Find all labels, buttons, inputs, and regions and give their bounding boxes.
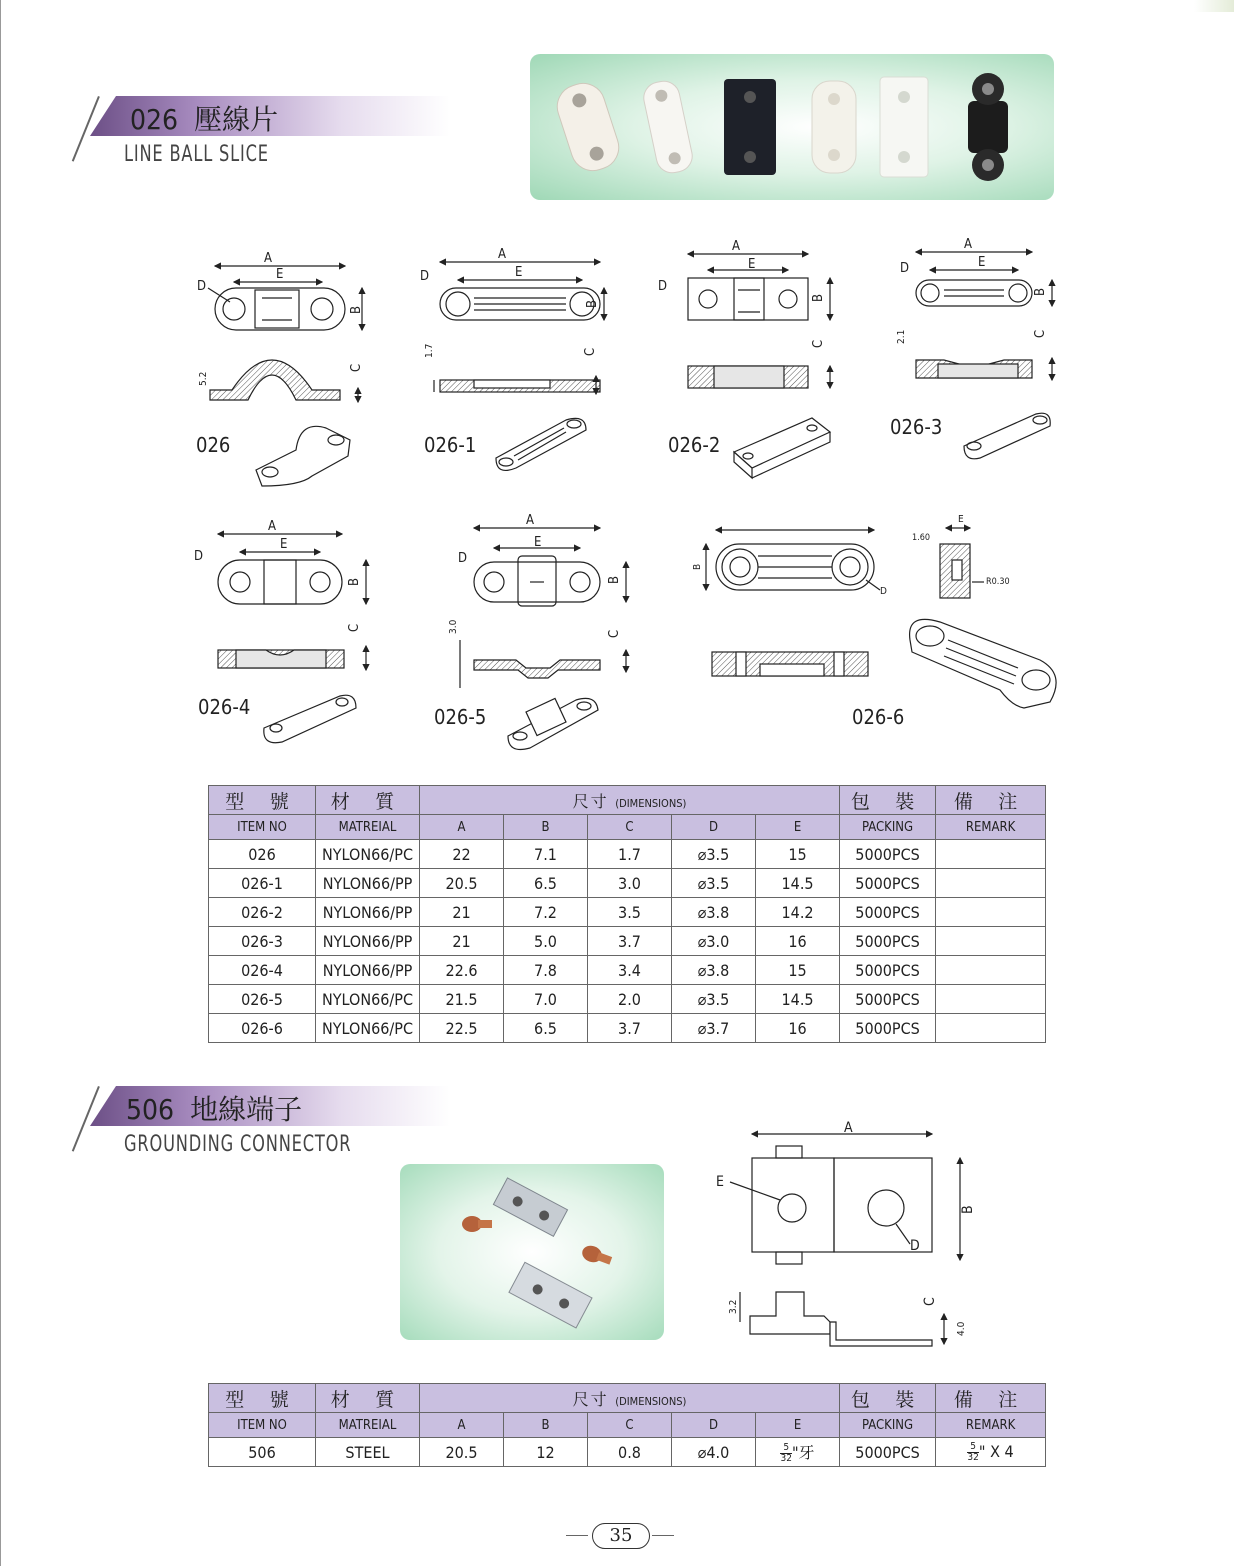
dim-value-026-3: 2.1 xyxy=(896,329,907,344)
dim-label-d-506: D xyxy=(910,1238,920,1254)
cell-remark xyxy=(936,840,1046,869)
cell-d: ⌀3.8 xyxy=(672,956,756,985)
cell-a: 22.5 xyxy=(420,1014,504,1043)
dim-label-a: A xyxy=(526,513,534,528)
cell-e: $\frac{5}{32}$ "牙 xyxy=(756,1438,840,1467)
drawing-label-026-3: 026-3 xyxy=(890,415,943,439)
cell-b: 12 xyxy=(504,1438,588,1467)
cell-a: 21 xyxy=(420,927,504,956)
header-dimensions: 尺寸 (DIMENSIONS) xyxy=(420,1384,840,1413)
dim-label-e: E xyxy=(276,267,284,282)
cell-e: 14.5 xyxy=(756,869,840,898)
cell-c: 0.8 xyxy=(588,1438,672,1467)
cell-d: ⌀3.7 xyxy=(672,1014,756,1043)
dim-label-b-506: B xyxy=(960,1205,976,1214)
dim-label-a: A xyxy=(264,251,272,266)
drawing-026-6-side xyxy=(712,652,868,676)
drawing-026-2-top xyxy=(688,254,830,320)
cell-remark xyxy=(936,1014,1046,1043)
cell-c: 3.0 xyxy=(588,869,672,898)
drawing-026-5-side xyxy=(460,640,626,688)
cell-a: 21.5 xyxy=(420,985,504,1014)
drawing-026-4-iso xyxy=(264,695,356,743)
table-row xyxy=(209,898,1046,927)
page-number-rule-left xyxy=(566,1535,588,1536)
section-title-506: 506 地線端子 xyxy=(126,1093,303,1126)
dim-value-506-t: 4.0 xyxy=(956,1321,967,1336)
header-item-cn: 型 號 xyxy=(209,786,316,815)
cell-material: NYLON66/PP xyxy=(316,956,420,985)
cell-packing: 5000PCS xyxy=(840,927,936,956)
cell-b: 6.5 xyxy=(504,1014,588,1043)
drawing-026-2-iso xyxy=(734,418,830,478)
cell-c: 1.7 xyxy=(588,840,672,869)
dim-label-b: B xyxy=(811,293,826,302)
header-packing-cn: 包 裝 xyxy=(840,786,936,815)
fraction-remark: $\frac{5}{32}$ xyxy=(967,1440,979,1463)
fraction-e: $\frac{5}{32}$ xyxy=(780,1442,792,1464)
dim-label-e: E xyxy=(958,514,964,525)
drawing-label-026-2: 026-2 xyxy=(668,433,721,457)
header-dimensions: 尺寸 (DIMENSIONS) xyxy=(420,786,840,815)
table-row xyxy=(209,956,1046,985)
cell-c: 2.0 xyxy=(588,985,672,1014)
page-number-oval: 35 xyxy=(592,1523,650,1549)
dim-label-c-506: C xyxy=(922,1297,938,1306)
technical-drawings-026 xyxy=(0,0,1240,760)
cell-a: 22.6 xyxy=(420,956,504,985)
drawing-026-5-top xyxy=(474,528,626,606)
cell-material: NYLON66/PP xyxy=(316,869,420,898)
page-number xyxy=(566,1523,676,1549)
cell-a: 20.5 xyxy=(420,869,504,898)
cell-item: 026 xyxy=(209,840,316,869)
cell-d: ⌀3.5 xyxy=(672,869,756,898)
cell-c: 3.5 xyxy=(588,898,672,927)
drawing-026-1-iso xyxy=(496,418,586,470)
dim-label-c: C xyxy=(1033,329,1048,338)
cell-remark xyxy=(936,985,1046,1014)
drawing-026-3-iso xyxy=(964,413,1050,459)
cell-remark xyxy=(936,869,1046,898)
drawing-026-1-side xyxy=(434,376,600,394)
table-row xyxy=(209,1014,1046,1043)
dim-value-026-6-t: 1.60 xyxy=(912,533,931,543)
header-material-en: MATREIAL xyxy=(316,815,420,840)
cell-remark xyxy=(936,927,1046,956)
header-col-d: D xyxy=(672,1413,756,1438)
cell-remark xyxy=(936,898,1046,927)
dim-value-506-h: 3.2 xyxy=(728,1299,739,1314)
section-subtitle-026: LINE BALL SLICE xyxy=(124,142,269,167)
dim-label-b: B xyxy=(607,575,622,584)
dim-label-d: D xyxy=(900,261,910,276)
cell-remark xyxy=(936,956,1046,985)
table-row xyxy=(209,1438,1046,1467)
product-photo-506-parts xyxy=(400,1164,664,1340)
dim-label-d: D xyxy=(880,586,887,597)
cell-item: 026-2 xyxy=(209,898,316,927)
cell-e: 15 xyxy=(756,956,840,985)
table-row xyxy=(209,985,1046,1014)
header-remark-cn: 備 注 xyxy=(936,786,1046,815)
cell-material: NYLON66/PP xyxy=(316,927,420,956)
drawing-026-6-top xyxy=(706,530,880,590)
header-col-a: A xyxy=(420,1413,504,1438)
drawing-026-5-iso xyxy=(508,698,598,749)
dim-label-a: A xyxy=(732,239,740,254)
cell-a: 20.5 xyxy=(420,1438,504,1467)
cell-item: 026-4 xyxy=(209,956,316,985)
cell-material: NYLON66/PC xyxy=(316,985,420,1014)
header-remark-en: REMARK xyxy=(936,815,1046,840)
header-remark-en: REMARK xyxy=(936,1413,1046,1438)
cell-remark: $\frac{5}{32}$ " X 4 xyxy=(936,1438,1046,1467)
dim-label-a-506: A xyxy=(844,1120,853,1136)
cell-packing: 5000PCS xyxy=(840,985,936,1014)
dim-value-026-1: 1.7 xyxy=(424,343,435,358)
header-col-e: E xyxy=(756,1413,840,1438)
cell-e: 14.5 xyxy=(756,985,840,1014)
dim-label-b: B xyxy=(1033,287,1048,296)
cell-material: NYLON66/PC xyxy=(316,840,420,869)
cell-d: ⌀3.0 xyxy=(672,927,756,956)
cell-item: 026-6 xyxy=(209,1014,316,1043)
dim-value-026-6-r: R0.30 xyxy=(986,577,1010,587)
dim-label-c: C xyxy=(349,363,364,372)
drawing-026-6-section xyxy=(940,528,984,598)
header-material-en: MATREIAL xyxy=(316,1413,420,1438)
header-item-cn: 型 號 xyxy=(209,1384,316,1413)
cell-b: 7.1 xyxy=(504,840,588,869)
technical-drawing-506 xyxy=(700,1110,1020,1370)
header-col-c: C xyxy=(588,815,672,840)
dim-label-e: E xyxy=(515,265,523,280)
dim-label-a: A xyxy=(964,237,972,252)
cell-a: 21 xyxy=(420,898,504,927)
header-packing-en: PACKING xyxy=(840,815,936,840)
cell-c: 3.4 xyxy=(588,956,672,985)
product-photo-506 xyxy=(400,1164,664,1340)
header-col-d: D xyxy=(672,815,756,840)
header-item-en: ITEM NO xyxy=(209,815,316,840)
cell-material: NYLON66/PP xyxy=(316,898,420,927)
cell-packing: 5000PCS xyxy=(840,840,936,869)
cell-e: 16 xyxy=(756,927,840,956)
cell-packing: 5000PCS xyxy=(840,956,936,985)
dim-label-c: C xyxy=(607,629,622,638)
cell-b: 6.5 xyxy=(504,869,588,898)
drawing-026-3-side xyxy=(916,358,1052,380)
cell-d: ⌀3.8 xyxy=(672,898,756,927)
dim-label-b: B xyxy=(585,299,600,308)
header-material-cn: 材 質 xyxy=(316,1384,420,1413)
cell-item: 026-1 xyxy=(209,869,316,898)
dim-label-c: C xyxy=(583,347,598,356)
table-row xyxy=(209,840,1046,869)
header-col-b: B xyxy=(504,1413,588,1438)
dim-label-e: E xyxy=(748,257,756,272)
cell-b: 7.0 xyxy=(504,985,588,1014)
dim-label-c: C xyxy=(811,339,826,348)
cell-e: 16 xyxy=(756,1014,840,1043)
dim-label-e: E xyxy=(978,255,986,270)
header-col-e: E xyxy=(756,815,840,840)
section-title-026: 026 壓線片 xyxy=(130,103,279,136)
cell-item: 026-5 xyxy=(209,985,316,1014)
dim-label-b: B xyxy=(692,563,703,570)
drawing-label-026-5: 026-5 xyxy=(434,705,487,729)
drawing-026-4-top xyxy=(218,534,366,604)
dim-label-a: A xyxy=(268,519,276,534)
spec-table-026 xyxy=(208,785,1046,1043)
drawing-026-top xyxy=(208,266,362,330)
cell-a: 22 xyxy=(420,840,504,869)
dim-label-b: B xyxy=(349,305,364,314)
dim-label-d: D xyxy=(197,279,207,294)
header-material-cn: 材 質 xyxy=(316,786,420,815)
cell-c: 3.7 xyxy=(588,1014,672,1043)
header-packing-en: PACKING xyxy=(840,1413,936,1438)
header-col-b: B xyxy=(504,815,588,840)
dim-value-026: 5.2 xyxy=(198,371,209,386)
cell-packing: 5000PCS xyxy=(840,898,936,927)
cell-d: ⌀3.5 xyxy=(672,985,756,1014)
dim-label-e: E xyxy=(280,537,288,552)
dim-label-c: C xyxy=(347,623,362,632)
cell-material: NYLON66/PC xyxy=(316,1014,420,1043)
cell-packing: 5000PCS xyxy=(840,869,936,898)
drawing-026-2-side xyxy=(688,366,830,388)
dim-label-d: D xyxy=(658,279,668,294)
header-item-en: ITEM NO xyxy=(209,1413,316,1438)
drawing-label-026-4: 026-4 xyxy=(198,695,251,719)
cell-item: 506 xyxy=(209,1438,316,1467)
cell-e: 14.2 xyxy=(756,898,840,927)
drawing-026-6-iso xyxy=(910,619,1057,708)
cell-item: 026-3 xyxy=(209,927,316,956)
cell-b: 7.2 xyxy=(504,898,588,927)
drawing-label-026: 026 xyxy=(196,433,231,457)
section-subtitle-506: GROUNDING CONNECTOR xyxy=(124,1132,352,1157)
cell-b: 5.0 xyxy=(504,927,588,956)
dim-label-e: E xyxy=(534,535,542,550)
header-col-a: A xyxy=(420,815,504,840)
table-row xyxy=(209,869,1046,898)
dim-value-026-5: 3.0 xyxy=(448,619,459,634)
drawing-label-026-6: 026-6 xyxy=(852,705,905,729)
cell-material: STEEL xyxy=(316,1438,420,1467)
header-packing-cn: 包 裝 xyxy=(840,1384,936,1413)
cell-d: ⌀3.5 xyxy=(672,840,756,869)
dim-label-d: D xyxy=(194,549,204,564)
header-remark-cn: 備 注 xyxy=(936,1384,1046,1413)
drawing-026-iso xyxy=(256,426,350,486)
cell-d: ⌀4.0 xyxy=(672,1438,756,1467)
dim-label-e-506: E xyxy=(716,1174,724,1190)
page-number-rule-right xyxy=(652,1535,674,1536)
drawing-label-026-1: 026-1 xyxy=(424,433,477,457)
drawing-026-4-side xyxy=(218,646,366,670)
cell-packing: 5000PCS xyxy=(840,1014,936,1043)
cell-packing: 5000PCS xyxy=(840,1438,936,1467)
dim-label-d: D xyxy=(458,551,468,566)
header-col-c: C xyxy=(588,1413,672,1438)
dim-label-a: A xyxy=(498,247,506,262)
dim-label-d: D xyxy=(420,269,430,284)
drawing-026-side xyxy=(210,360,358,402)
table-row xyxy=(209,927,1046,956)
cell-b: 7.8 xyxy=(504,956,588,985)
dim-label-b: B xyxy=(347,577,362,586)
cell-e: 15 xyxy=(756,840,840,869)
spec-table-506 xyxy=(208,1383,1046,1467)
cell-c: 3.7 xyxy=(588,927,672,956)
